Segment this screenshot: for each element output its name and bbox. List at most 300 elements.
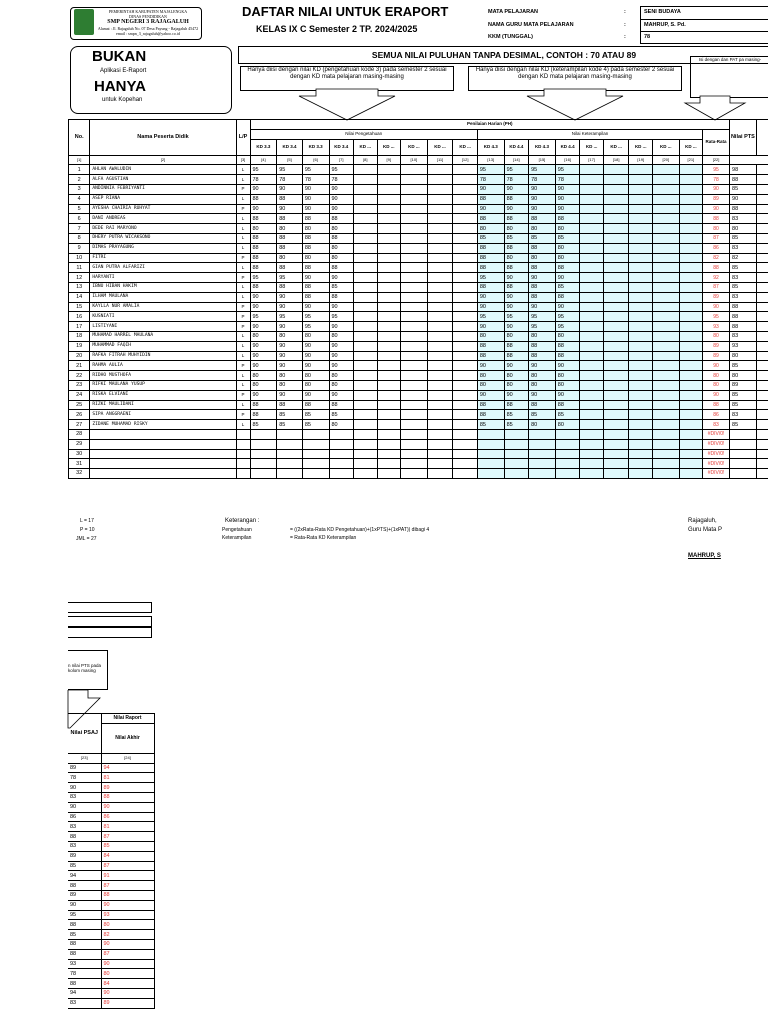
kd-keterampilan-score[interactable] bbox=[504, 449, 529, 459]
kd-pengetahuan-score[interactable]: 88 bbox=[277, 400, 303, 410]
kd-keterampilan-score[interactable]: 90 bbox=[504, 204, 529, 214]
kd-empty[interactable] bbox=[354, 469, 377, 479]
kd-empty[interactable] bbox=[377, 361, 400, 371]
pts-score[interactable]: 88 bbox=[730, 175, 757, 185]
kd-empty[interactable] bbox=[354, 273, 377, 283]
kd-empty[interactable] bbox=[603, 429, 629, 439]
kd-pengetahuan-score[interactable]: 88 bbox=[250, 214, 277, 224]
kd-empty[interactable] bbox=[580, 459, 603, 469]
kd-keterampilan-score[interactable]: 95 bbox=[555, 312, 580, 322]
kd-keterampilan-score[interactable] bbox=[529, 439, 556, 449]
kd-pengetahuan-score[interactable]: 88 bbox=[250, 410, 277, 420]
kd-keterampilan-score[interactable]: 95 bbox=[529, 165, 556, 175]
kd-empty[interactable] bbox=[427, 420, 453, 430]
kd-empty[interactable] bbox=[652, 459, 679, 469]
kd-keterampilan-score[interactable]: 90 bbox=[529, 204, 556, 214]
kd-empty[interactable] bbox=[377, 459, 400, 469]
kd-empty[interactable] bbox=[679, 312, 702, 322]
kd-pengetahuan-score[interactable]: 80 bbox=[329, 224, 354, 234]
kd-keterampilan-score[interactable]: 88 bbox=[477, 243, 504, 253]
kd-pengetahuan-score[interactable] bbox=[302, 469, 329, 479]
kd-empty[interactable] bbox=[453, 400, 478, 410]
kd-empty[interactable] bbox=[401, 331, 428, 341]
kd-pengetahuan-score[interactable]: 88 bbox=[302, 282, 329, 292]
kd-pengetahuan-score[interactable] bbox=[250, 439, 277, 449]
kd-empty[interactable] bbox=[354, 165, 377, 175]
kd-empty[interactable] bbox=[453, 449, 478, 459]
kd-pengetahuan-score[interactable]: 80 bbox=[250, 224, 277, 234]
kd-keterampilan-score[interactable]: 80 bbox=[504, 380, 529, 390]
kd-keterampilan-score[interactable]: 90 bbox=[477, 292, 504, 302]
kd-pengetahuan-score[interactable]: 90 bbox=[277, 361, 303, 371]
kd-keterampilan-score[interactable]: 80 bbox=[555, 331, 580, 341]
kd-keterampilan-score[interactable]: 88 bbox=[529, 400, 556, 410]
kd-empty[interactable] bbox=[580, 194, 603, 204]
kd-empty[interactable] bbox=[580, 351, 603, 361]
kd-empty[interactable] bbox=[603, 194, 629, 204]
kd-pengetahuan-score[interactable]: 90 bbox=[329, 184, 354, 194]
kd-pengetahuan-score[interactable]: 88 bbox=[329, 233, 354, 243]
kd-pengetahuan-score[interactable]: 90 bbox=[277, 302, 303, 312]
psaj-score[interactable]: 89 bbox=[68, 890, 101, 900]
psaj-score[interactable]: 88 bbox=[68, 881, 101, 891]
kd-pengetahuan-score[interactable]: 88 bbox=[302, 233, 329, 243]
kd-pengetahuan-score[interactable]: 95 bbox=[302, 312, 329, 322]
kd-empty[interactable] bbox=[401, 449, 428, 459]
kd-empty[interactable] bbox=[354, 233, 377, 243]
kd-pengetahuan-score[interactable] bbox=[302, 439, 329, 449]
kd-empty[interactable] bbox=[377, 184, 400, 194]
kd-empty[interactable] bbox=[377, 469, 400, 479]
kd-pengetahuan-score[interactable]: 90 bbox=[302, 361, 329, 371]
kd-empty[interactable] bbox=[652, 322, 679, 332]
kd-empty[interactable] bbox=[603, 224, 629, 234]
kd-empty[interactable] bbox=[652, 410, 679, 420]
kd-empty[interactable] bbox=[629, 351, 652, 361]
kd-keterampilan-score[interactable]: 90 bbox=[555, 194, 580, 204]
kd-empty[interactable] bbox=[580, 429, 603, 439]
kd-empty[interactable] bbox=[377, 233, 400, 243]
kd-empty[interactable] bbox=[679, 175, 702, 185]
kd-pengetahuan-score[interactable]: 80 bbox=[329, 331, 354, 341]
kd-keterampilan-score[interactable]: 90 bbox=[555, 184, 580, 194]
kd-pengetahuan-score[interactable]: 80 bbox=[250, 371, 277, 381]
kd-pengetahuan-score[interactable]: 90 bbox=[329, 361, 354, 371]
kd-empty[interactable] bbox=[603, 331, 629, 341]
kd-empty[interactable] bbox=[354, 420, 377, 430]
kd-pengetahuan-score[interactable]: 95 bbox=[329, 312, 354, 322]
kd-keterampilan-score[interactable]: 80 bbox=[504, 331, 529, 341]
kd-keterampilan-score[interactable] bbox=[477, 439, 504, 449]
kd-empty[interactable] bbox=[354, 400, 377, 410]
kd-pengetahuan-score[interactable] bbox=[329, 449, 354, 459]
kd-empty[interactable] bbox=[629, 371, 652, 381]
kd-empty[interactable] bbox=[679, 273, 702, 283]
kd-pengetahuan-score[interactable]: 88 bbox=[277, 233, 303, 243]
kd-empty[interactable] bbox=[603, 361, 629, 371]
kd-pengetahuan-score[interactable] bbox=[250, 469, 277, 479]
kd-empty[interactable] bbox=[580, 312, 603, 322]
kd-empty[interactable] bbox=[401, 420, 428, 430]
kd-keterampilan-score[interactable]: 88 bbox=[555, 351, 580, 361]
kd-keterampilan-score[interactable]: 90 bbox=[555, 273, 580, 283]
kd-keterampilan-score[interactable] bbox=[477, 469, 504, 479]
kd-empty[interactable] bbox=[580, 243, 603, 253]
kd-empty[interactable] bbox=[427, 469, 453, 479]
kd-keterampilan-score[interactable]: 90 bbox=[529, 194, 556, 204]
kd-keterampilan-score[interactable]: 78 bbox=[504, 175, 529, 185]
psaj-score[interactable]: 94 bbox=[68, 871, 101, 881]
kd-pengetahuan-score[interactable]: 88 bbox=[329, 292, 354, 302]
kd-keterampilan-score[interactable]: 88 bbox=[555, 292, 580, 302]
kd-empty[interactable] bbox=[354, 224, 377, 234]
kd-pengetahuan-score[interactable]: 80 bbox=[302, 253, 329, 263]
kd-empty[interactable] bbox=[354, 214, 377, 224]
kd-empty[interactable] bbox=[354, 351, 377, 361]
kd-empty[interactable] bbox=[603, 390, 629, 400]
kd-empty[interactable] bbox=[679, 429, 702, 439]
kd-empty[interactable] bbox=[401, 371, 428, 381]
kd-pengetahuan-score[interactable]: 78 bbox=[302, 175, 329, 185]
pts-score[interactable]: 85 bbox=[730, 420, 757, 430]
kd-empty[interactable] bbox=[401, 380, 428, 390]
kd-empty[interactable] bbox=[679, 233, 702, 243]
kd-keterampilan-score[interactable]: 88 bbox=[529, 243, 556, 253]
kd-empty[interactable] bbox=[453, 194, 478, 204]
kd-keterampilan-score[interactable]: 90 bbox=[555, 361, 580, 371]
kd-pengetahuan-score[interactable] bbox=[302, 429, 329, 439]
kd-keterampilan-score[interactable]: 88 bbox=[477, 400, 504, 410]
kd-pengetahuan-score[interactable]: 85 bbox=[329, 282, 354, 292]
kd-empty[interactable] bbox=[580, 224, 603, 234]
kd-empty[interactable] bbox=[453, 175, 478, 185]
kd-pengetahuan-score[interactable]: 90 bbox=[277, 322, 303, 332]
kd-empty[interactable] bbox=[652, 302, 679, 312]
kd-keterampilan-score[interactable]: 95 bbox=[529, 312, 556, 322]
kd-empty[interactable] bbox=[401, 312, 428, 322]
kd-keterampilan-score[interactable]: 90 bbox=[555, 204, 580, 214]
kd-keterampilan-score[interactable]: 85 bbox=[529, 410, 556, 420]
kd-pengetahuan-score[interactable]: 88 bbox=[302, 292, 329, 302]
kd-empty[interactable] bbox=[453, 253, 478, 263]
kd-pengetahuan-score[interactable]: 88 bbox=[277, 243, 303, 253]
kd-empty[interactable] bbox=[453, 469, 478, 479]
kd-pengetahuan-score[interactable]: 90 bbox=[250, 361, 277, 371]
kd-pengetahuan-score[interactable]: 90 bbox=[329, 322, 354, 332]
kd-empty[interactable] bbox=[679, 331, 702, 341]
kd-empty[interactable] bbox=[377, 302, 400, 312]
kd-pengetahuan-score[interactable]: 90 bbox=[302, 351, 329, 361]
kd-pengetahuan-score[interactable]: 80 bbox=[329, 420, 354, 430]
kd-pengetahuan-score[interactable]: 88 bbox=[329, 400, 354, 410]
psaj-score[interactable]: 90 bbox=[68, 783, 101, 793]
kd-keterampilan-score[interactable]: 85 bbox=[555, 233, 580, 243]
psaj-score[interactable]: 89 bbox=[68, 763, 101, 773]
kd-empty[interactable] bbox=[453, 273, 478, 283]
kd-empty[interactable] bbox=[453, 312, 478, 322]
kd-keterampilan-score[interactable]: 88 bbox=[504, 282, 529, 292]
kd-empty[interactable] bbox=[401, 165, 428, 175]
kd-empty[interactable] bbox=[603, 439, 629, 449]
kd-empty[interactable] bbox=[401, 204, 428, 214]
kd-keterampilan-score[interactable]: 95 bbox=[477, 312, 504, 322]
kd-empty[interactable] bbox=[603, 459, 629, 469]
kd-keterampilan-score[interactable]: 90 bbox=[529, 184, 556, 194]
kd-empty[interactable] bbox=[679, 449, 702, 459]
kd-empty[interactable] bbox=[652, 282, 679, 292]
psaj-score[interactable]: 83 bbox=[68, 822, 101, 832]
kd-keterampilan-score[interactable]: 85 bbox=[477, 420, 504, 430]
kd-empty[interactable] bbox=[427, 400, 453, 410]
kd-empty[interactable] bbox=[453, 204, 478, 214]
kd-empty[interactable] bbox=[427, 410, 453, 420]
kd-empty[interactable] bbox=[629, 302, 652, 312]
kd-empty[interactable] bbox=[377, 390, 400, 400]
kd-empty[interactable] bbox=[354, 175, 377, 185]
kd-empty[interactable] bbox=[453, 439, 478, 449]
kd-pengetahuan-score[interactable]: 88 bbox=[250, 400, 277, 410]
kd-empty[interactable] bbox=[377, 273, 400, 283]
kd-empty[interactable] bbox=[580, 263, 603, 273]
kd-empty[interactable] bbox=[679, 194, 702, 204]
psaj-score[interactable]: 88 bbox=[68, 979, 101, 989]
kd-keterampilan-score[interactable]: 88 bbox=[529, 282, 556, 292]
kd-empty[interactable] bbox=[629, 380, 652, 390]
kd-empty[interactable] bbox=[603, 282, 629, 292]
kd-keterampilan-score[interactable] bbox=[529, 429, 556, 439]
kd-empty[interactable] bbox=[354, 292, 377, 302]
kd-empty[interactable] bbox=[629, 331, 652, 341]
kd-empty[interactable] bbox=[377, 175, 400, 185]
kd-empty[interactable] bbox=[679, 243, 702, 253]
kd-empty[interactable] bbox=[377, 194, 400, 204]
kd-empty[interactable] bbox=[401, 184, 428, 194]
kd-empty[interactable] bbox=[652, 341, 679, 351]
kd-keterampilan-score[interactable]: 85 bbox=[555, 410, 580, 420]
kd-empty[interactable] bbox=[354, 449, 377, 459]
kd-empty[interactable] bbox=[603, 214, 629, 224]
kd-empty[interactable] bbox=[427, 449, 453, 459]
kd-keterampilan-score[interactable]: 80 bbox=[477, 380, 504, 390]
kd-keterampilan-score[interactable] bbox=[555, 439, 580, 449]
kd-empty[interactable] bbox=[401, 410, 428, 420]
kd-empty[interactable] bbox=[377, 449, 400, 459]
kd-empty[interactable] bbox=[603, 341, 629, 351]
kd-keterampilan-score[interactable]: 90 bbox=[529, 273, 556, 283]
kd-empty[interactable] bbox=[427, 341, 453, 351]
kd-keterampilan-score[interactable]: 80 bbox=[504, 371, 529, 381]
psaj-score[interactable]: 83 bbox=[68, 792, 101, 802]
kd-empty[interactable] bbox=[580, 390, 603, 400]
kd-empty[interactable] bbox=[652, 400, 679, 410]
kd-empty[interactable] bbox=[453, 380, 478, 390]
kd-pengetahuan-score[interactable]: 85 bbox=[302, 410, 329, 420]
kd-empty[interactable] bbox=[679, 292, 702, 302]
kd-pengetahuan-score[interactable]: 90 bbox=[250, 390, 277, 400]
kd-keterampilan-score[interactable]: 90 bbox=[529, 302, 556, 312]
kd-empty[interactable] bbox=[377, 322, 400, 332]
kd-keterampilan-score[interactable]: 88 bbox=[555, 400, 580, 410]
psaj-score[interactable]: 86 bbox=[68, 812, 101, 822]
kd-empty[interactable] bbox=[354, 322, 377, 332]
kd-empty[interactable] bbox=[652, 233, 679, 243]
kd-pengetahuan-score[interactable]: 88 bbox=[277, 282, 303, 292]
kd-keterampilan-score[interactable] bbox=[529, 449, 556, 459]
kd-pengetahuan-score[interactable] bbox=[250, 449, 277, 459]
kd-keterampilan-score[interactable]: 95 bbox=[555, 322, 580, 332]
kd-keterampilan-score[interactable]: 95 bbox=[504, 312, 529, 322]
kd-pengetahuan-score[interactable]: 95 bbox=[277, 273, 303, 283]
kd-empty[interactable] bbox=[453, 420, 478, 430]
kd-empty[interactable] bbox=[629, 410, 652, 420]
kd-pengetahuan-score[interactable] bbox=[302, 449, 329, 459]
kd-empty[interactable] bbox=[354, 429, 377, 439]
kd-empty[interactable] bbox=[629, 243, 652, 253]
kd-keterampilan-score[interactable] bbox=[529, 469, 556, 479]
kd-empty[interactable] bbox=[629, 233, 652, 243]
kd-pengetahuan-score[interactable]: 88 bbox=[302, 400, 329, 410]
kd-empty[interactable] bbox=[603, 420, 629, 430]
kd-empty[interactable] bbox=[629, 292, 652, 302]
kd-empty[interactable] bbox=[580, 302, 603, 312]
kd-empty[interactable] bbox=[580, 400, 603, 410]
kd-pengetahuan-score[interactable]: 88 bbox=[277, 194, 303, 204]
kd-pengetahuan-score[interactable]: 85 bbox=[302, 420, 329, 430]
kd-empty[interactable] bbox=[427, 302, 453, 312]
kd-keterampilan-score[interactable]: 85 bbox=[504, 420, 529, 430]
kd-empty[interactable] bbox=[427, 429, 453, 439]
kd-empty[interactable] bbox=[377, 204, 400, 214]
kd-empty[interactable] bbox=[679, 439, 702, 449]
kd-pengetahuan-score[interactable]: 88 bbox=[329, 214, 354, 224]
kd-empty[interactable] bbox=[580, 273, 603, 283]
kd-pengetahuan-score[interactable]: 80 bbox=[277, 380, 303, 390]
kd-empty[interactable] bbox=[377, 253, 400, 263]
kd-keterampilan-score[interactable]: 80 bbox=[529, 253, 556, 263]
kd-empty[interactable] bbox=[679, 184, 702, 194]
pts-score[interactable]: 85 bbox=[730, 184, 757, 194]
kd-pengetahuan-score[interactable]: 80 bbox=[277, 253, 303, 263]
kd-empty[interactable] bbox=[629, 312, 652, 322]
kd-empty[interactable] bbox=[377, 351, 400, 361]
pts-score[interactable]: 83 bbox=[730, 292, 757, 302]
kd-empty[interactable] bbox=[629, 253, 652, 263]
kd-empty[interactable] bbox=[453, 322, 478, 332]
kd-empty[interactable] bbox=[427, 263, 453, 273]
kd-keterampilan-score[interactable]: 80 bbox=[555, 224, 580, 234]
kd-keterampilan-score[interactable]: 80 bbox=[529, 380, 556, 390]
kd-empty[interactable] bbox=[453, 233, 478, 243]
psaj-score[interactable]: 88 bbox=[68, 920, 101, 930]
kd-pengetahuan-score[interactable]: 90 bbox=[250, 322, 277, 332]
psaj-score[interactable]: 90 bbox=[68, 802, 101, 812]
kd-pengetahuan-score[interactable]: 88 bbox=[277, 263, 303, 273]
kd-keterampilan-score[interactable]: 90 bbox=[477, 322, 504, 332]
kd-pengetahuan-score[interactable]: 90 bbox=[302, 390, 329, 400]
kd-pengetahuan-score[interactable]: 80 bbox=[302, 224, 329, 234]
kd-pengetahuan-score[interactable]: 80 bbox=[250, 380, 277, 390]
kkm-value[interactable]: 78 bbox=[644, 34, 651, 40]
kd-empty[interactable] bbox=[427, 253, 453, 263]
kd-pengetahuan-score[interactable]: 95 bbox=[277, 312, 303, 322]
kd-empty[interactable] bbox=[427, 214, 453, 224]
kd-empty[interactable] bbox=[377, 312, 400, 322]
kd-keterampilan-score[interactable]: 88 bbox=[529, 292, 556, 302]
kd-keterampilan-score[interactable]: 88 bbox=[529, 351, 556, 361]
kd-pengetahuan-score[interactable]: 88 bbox=[250, 194, 277, 204]
kd-keterampilan-score[interactable]: 88 bbox=[529, 263, 556, 273]
pts-score[interactable]: 88 bbox=[730, 312, 757, 322]
kd-empty[interactable] bbox=[427, 361, 453, 371]
kd-pengetahuan-score[interactable]: 90 bbox=[277, 204, 303, 214]
kd-keterampilan-score[interactable]: 85 bbox=[529, 233, 556, 243]
kd-empty[interactable] bbox=[629, 459, 652, 469]
kd-keterampilan-score[interactable]: 90 bbox=[504, 302, 529, 312]
kd-empty[interactable] bbox=[377, 341, 400, 351]
kd-empty[interactable] bbox=[679, 322, 702, 332]
kd-empty[interactable] bbox=[377, 331, 400, 341]
kd-empty[interactable] bbox=[401, 243, 428, 253]
kd-pengetahuan-score[interactable]: 95 bbox=[250, 312, 277, 322]
kd-empty[interactable] bbox=[679, 410, 702, 420]
kd-empty[interactable] bbox=[580, 204, 603, 214]
kd-empty[interactable] bbox=[652, 429, 679, 439]
kd-keterampilan-score[interactable] bbox=[504, 459, 529, 469]
kd-keterampilan-score[interactable]: 78 bbox=[555, 175, 580, 185]
kd-empty[interactable] bbox=[603, 410, 629, 420]
kd-empty[interactable] bbox=[453, 243, 478, 253]
kd-keterampilan-score[interactable]: 80 bbox=[529, 331, 556, 341]
kd-keterampilan-score[interactable] bbox=[555, 469, 580, 479]
kd-empty[interactable] bbox=[401, 361, 428, 371]
kd-empty[interactable] bbox=[580, 410, 603, 420]
kd-empty[interactable] bbox=[652, 371, 679, 381]
kd-empty[interactable] bbox=[377, 292, 400, 302]
kd-empty[interactable] bbox=[427, 204, 453, 214]
kd-empty[interactable] bbox=[401, 282, 428, 292]
kd-empty[interactable] bbox=[453, 459, 478, 469]
kd-keterampilan-score[interactable]: 90 bbox=[504, 390, 529, 400]
kd-keterampilan-score[interactable]: 90 bbox=[529, 361, 556, 371]
kd-keterampilan-score[interactable]: 78 bbox=[529, 175, 556, 185]
kd-empty[interactable] bbox=[377, 429, 400, 439]
kd-keterampilan-score[interactable]: 88 bbox=[504, 400, 529, 410]
kd-empty[interactable] bbox=[401, 439, 428, 449]
kd-empty[interactable] bbox=[603, 292, 629, 302]
kd-empty[interactable] bbox=[629, 194, 652, 204]
kd-empty[interactable] bbox=[354, 371, 377, 381]
kd-pengetahuan-score[interactable]: 85 bbox=[250, 420, 277, 430]
kd-empty[interactable] bbox=[679, 400, 702, 410]
kd-empty[interactable] bbox=[377, 282, 400, 292]
kd-empty[interactable] bbox=[354, 390, 377, 400]
kd-pengetahuan-score[interactable]: 78 bbox=[250, 175, 277, 185]
pts-score[interactable] bbox=[730, 469, 757, 479]
kd-empty[interactable] bbox=[453, 214, 478, 224]
kd-empty[interactable] bbox=[652, 263, 679, 273]
pts-score[interactable]: 80 bbox=[730, 371, 757, 381]
kd-empty[interactable] bbox=[354, 204, 377, 214]
kd-keterampilan-score[interactable]: 90 bbox=[504, 292, 529, 302]
kd-keterampilan-score[interactable]: 80 bbox=[555, 243, 580, 253]
kd-empty[interactable] bbox=[629, 204, 652, 214]
kd-empty[interactable] bbox=[401, 390, 428, 400]
pts-score[interactable]: 83 bbox=[730, 410, 757, 420]
kd-empty[interactable] bbox=[629, 224, 652, 234]
kd-pengetahuan-score[interactable]: 88 bbox=[250, 263, 277, 273]
kd-empty[interactable] bbox=[580, 282, 603, 292]
kd-keterampilan-score[interactable]: 80 bbox=[477, 331, 504, 341]
